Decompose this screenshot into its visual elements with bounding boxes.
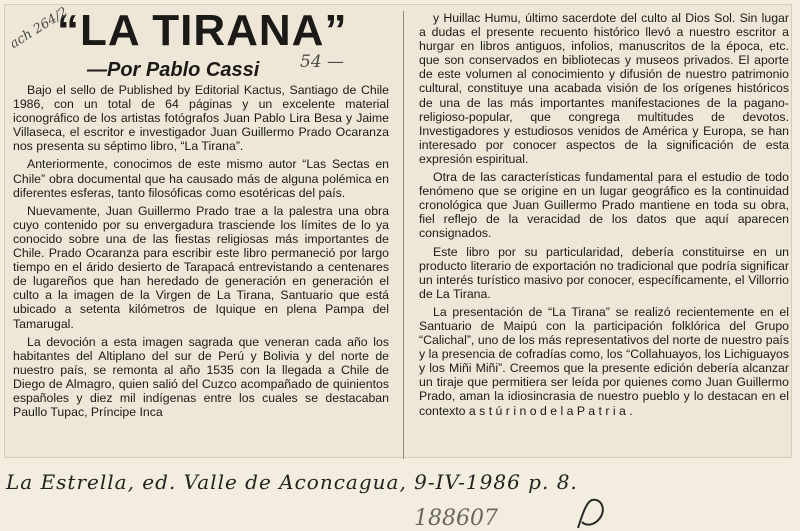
article-column-left: [13, 83, 389, 463]
paragraph: Otra de las características fundamental para el estudio de todo fenómeno que se origine en un lugar geográfico es la continuidad cronológica que Juan Guillermo Prado mantiene en toda su obra, fiel reflejo de la veracidad de los datos que aquí aparecen consignados.: [419, 170, 789, 241]
pen-mark-icon: [572, 496, 612, 530]
column-divider: [403, 11, 404, 459]
paragraph: Bajo el sello de Published by Editorial Kactus, Santiago de Chile 1986, con un total de 64 páginas y un excelente material iconográfico de los artistas fotógrafos Juan Pablo Lira Besa y Jaime Villaseca, el escritor e investigador Juan Guillermo Prado Ocaranza nos presenta su séptimo libro, “La Tirana”.: [13, 83, 389, 154]
handwritten-reference-number: 188607: [414, 506, 498, 531]
article-title: “LA TIRANA”: [57, 6, 348, 55]
handwritten-page-number: 54 —: [300, 52, 345, 72]
handwritten-archive-note: ach 264/2: [7, 4, 71, 52]
handwritten-source-note: La Estrella, ed. Valle de Aconcagua, 9-IV-1986 p. 8.: [6, 470, 578, 494]
paragraph: y Huillac Humu, último sacerdote del culto al Dios Sol. Sin lugar a dudas el presente recuento histórico llevó a nuestro escritor a hurgar en libros antiguos, infolios, manuscritos de la época, etc. que son conservados en bibliotecas y museos privados. El aporte de este volumen al conocimiento y difusión de nuestro patrimonio cultural, constituye una acabada visión de los orígenes históricos de una de las más importantes manifestaciones de la pagano-religioso-popular, que congrega multitudes de devotos. Investigadores y estudiosos venidos de América y Europa, se han interesado por conocer aspectos de la significación de esta expresión espiritual.: [419, 11, 789, 166]
paragraph: Este libro por su particularidad, debería constituirse en un producto literario de exportación no tradicional que podría significar un interés turístico masivo por conocer, específicamente, el Villorrio de La Tirana.: [419, 244, 789, 301]
article-column-right: [419, 11, 789, 463]
newspaper-clipping: [4, 4, 792, 458]
paragraph: La devoción a esta imagen sagrada que veneran cada año los habitantes del Altiplano del sur de Perú y Bolivia y del norte de nuestro país, se remonta al año 1535 con la llegada a Chile de Diego de Almagro, quien salió del Cuzco acompañado de quinientos españoles y diez mil indígenas entre los cuales se destacaban Paullo Tupac, Príncipe Inca: [13, 334, 389, 420]
paragraph: Anteriormente, conocimos de este mismo autor “Las Sectas en Chile” obra documental que ha causado más de alguna polémica en diferentes esferas, tanto filosóficas como esotéricas del país.: [13, 157, 389, 200]
article-byline: —Por Pablo Cassi: [87, 59, 260, 81]
paragraph: La presentación de “La Tirana” se realizó recientemente en el Santuario de Maipú con la participación folklórica del Grupo “Calichal”, uno de los más representativos del norte de nuestro país y la presencia de cofradías como, los “Collahuayos, los Lichiguayos y los Miñi Miñi”. Creemos que la presente edición debería alcanzar un tiraje que permitiera ser leída por quienes como Juan Guillermo Prado, aman la idiosincrasia de nuestro pueblo y lo destacan en el contexto a s t ú r i n o d e l a P a t r i a .: [419, 304, 789, 418]
paragraph: Nuevamente, Juan Guillermo Prado trae a la palestra una obra cuyo contenido por su envergadura trasciende los límites de lo ya conocido sobre una de las fiestas religiosas más importantes de Chile. Prado Ocaranza para escribir este libro permaneció por largo tiempo en el árido desierto de Tarapacá entrevistando a centenares de lugareños que han heredado de generación en generación el culto a la imagen de la Virgen de La Tirana, Santuario que está ubicado a setenta kilómetros de Iquique en plena Pampa del Tamarugal.: [13, 203, 389, 331]
